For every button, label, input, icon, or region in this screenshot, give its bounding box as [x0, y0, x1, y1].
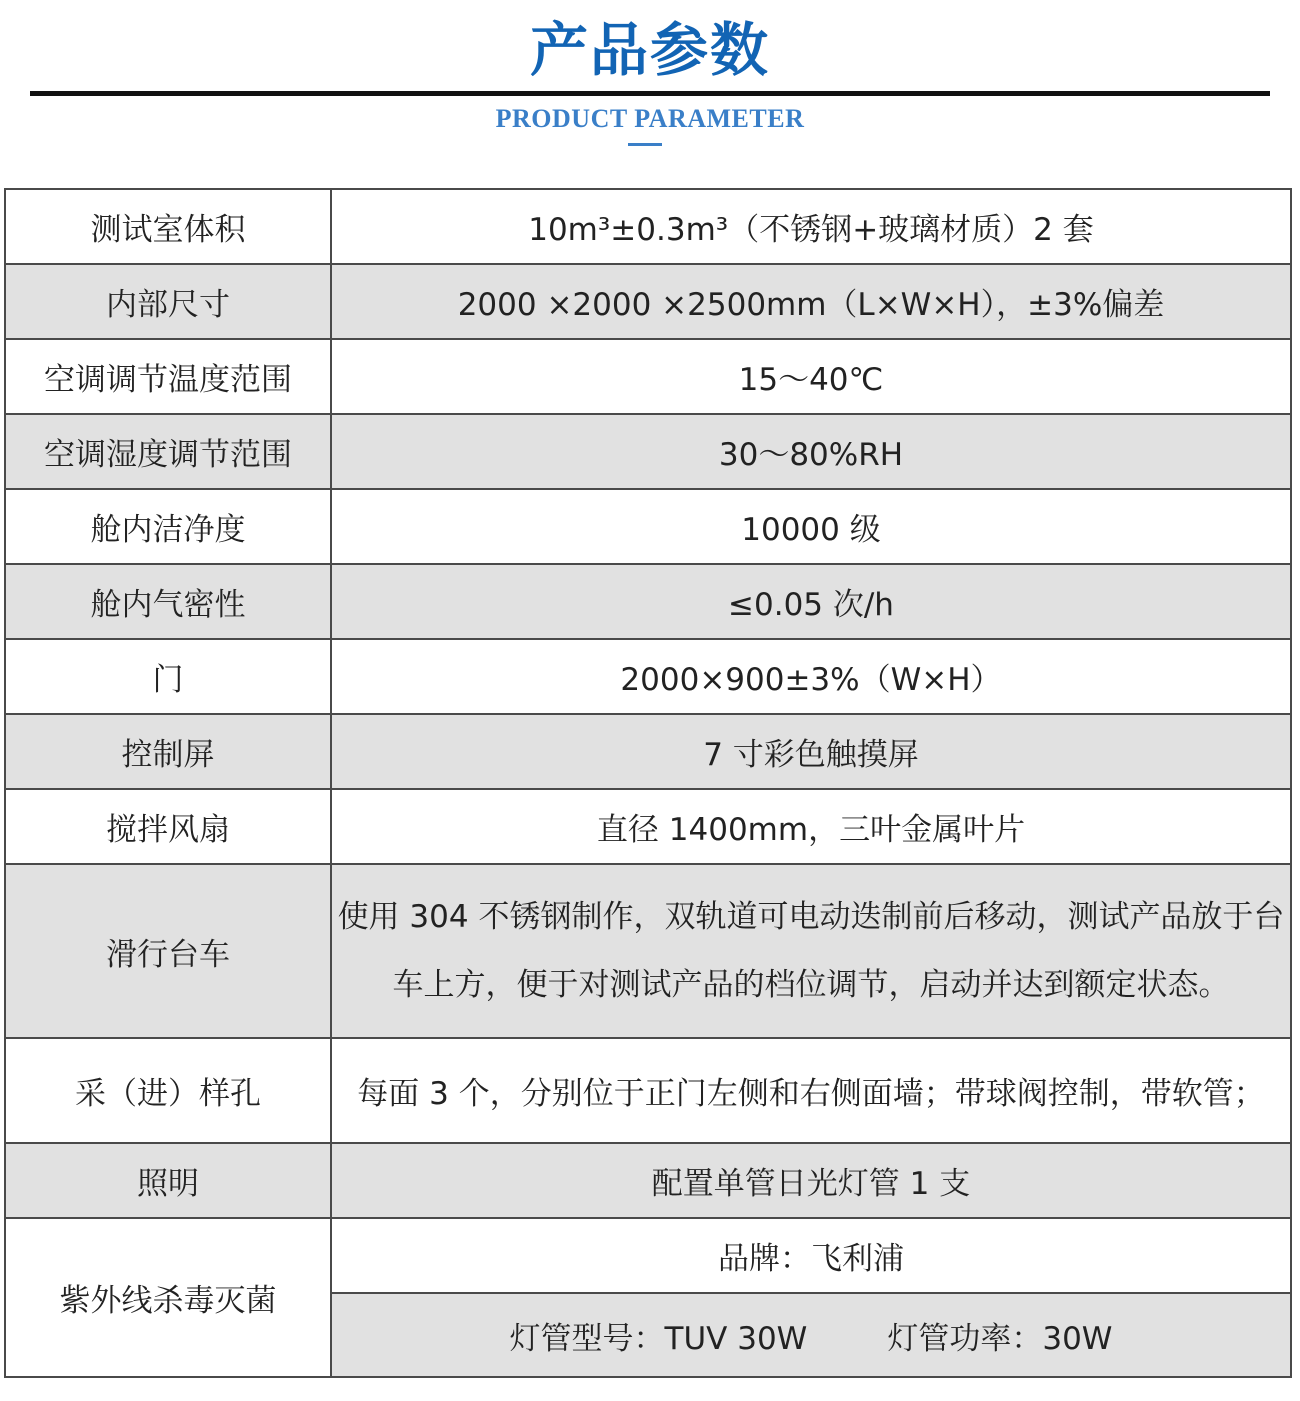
param-label: 紫外线杀毒灭菌 — [5, 1218, 331, 1377]
param-label: 空调湿度调节范围 — [5, 414, 331, 489]
table-row — [5, 339, 1291, 414]
param-label: 门 — [5, 639, 331, 714]
table-row — [5, 789, 1291, 864]
table-row — [5, 714, 1291, 789]
param-label: 测试室体积 — [5, 189, 331, 264]
param-label: 舱内气密性 — [5, 564, 331, 639]
table-row — [5, 189, 1291, 264]
param-label: 舱内洁净度 — [5, 489, 331, 564]
param-value: 直径 1400mm，三叶金属叶片 — [331, 789, 1291, 864]
table-row — [5, 564, 1291, 639]
param-value: 10000 级 — [331, 489, 1291, 564]
param-value: 配置单管日光灯管 1 支 — [331, 1143, 1291, 1218]
param-value: 15～40℃ — [331, 339, 1291, 414]
table-row — [5, 1143, 1291, 1218]
table-row — [5, 489, 1291, 564]
param-value: 30～80%RH — [331, 414, 1291, 489]
param-value — [331, 1293, 1291, 1377]
parameter-table — [4, 188, 1292, 1378]
table-row — [5, 1038, 1291, 1143]
param-label: 搅拌风扇 — [5, 789, 331, 864]
param-value: 每面 3 个，分别位于正门左侧和右侧面墙；带球阀控制，带软管； — [331, 1038, 1291, 1143]
page-title: 产品参数 — [529, 16, 770, 84]
param-value: 2000×900±3%（W×H） — [331, 639, 1291, 714]
table-row — [5, 264, 1291, 339]
table-row — [5, 1218, 1291, 1293]
param-value: 10m³±0.3m³（不锈钢+玻璃材质）2 套 — [331, 189, 1291, 264]
table-row — [5, 864, 1291, 1038]
title-divider — [30, 91, 1270, 96]
param-label: 内部尺寸 — [5, 264, 331, 339]
param-label: 采（进）样孔 — [5, 1038, 331, 1143]
page-subtitle: PRODUCT PARAMETER — [495, 104, 805, 133]
param-label: 照明 — [5, 1143, 331, 1218]
subtitle-underline — [628, 143, 662, 146]
param-value: 品牌：飞利浦 — [331, 1218, 1291, 1293]
param-label: 空调调节温度范围 — [5, 339, 331, 414]
param-value: 使用 304 不锈钢制作，双轨道可电动迭制前后移动，测试产品放于台车上方，便于对测试产品的档位调节，启动并达到额定状态。 — [331, 864, 1291, 1038]
param-value: 7 寸彩色触摸屏 — [331, 714, 1291, 789]
param-label: 控制屏 — [5, 714, 331, 789]
lamp-model: 灯管型号：TUV 30W — [509, 1320, 808, 1357]
lamp-power: 灯管功率：30W — [887, 1320, 1113, 1357]
table-row — [5, 414, 1291, 489]
param-value: 2000 ×2000 ×2500mm（L×W×H），±3%偏差 — [331, 264, 1291, 339]
param-value: ≤0.05 次/h — [331, 564, 1291, 639]
param-label: 滑行台车 — [5, 864, 331, 1038]
table-row — [5, 639, 1291, 714]
